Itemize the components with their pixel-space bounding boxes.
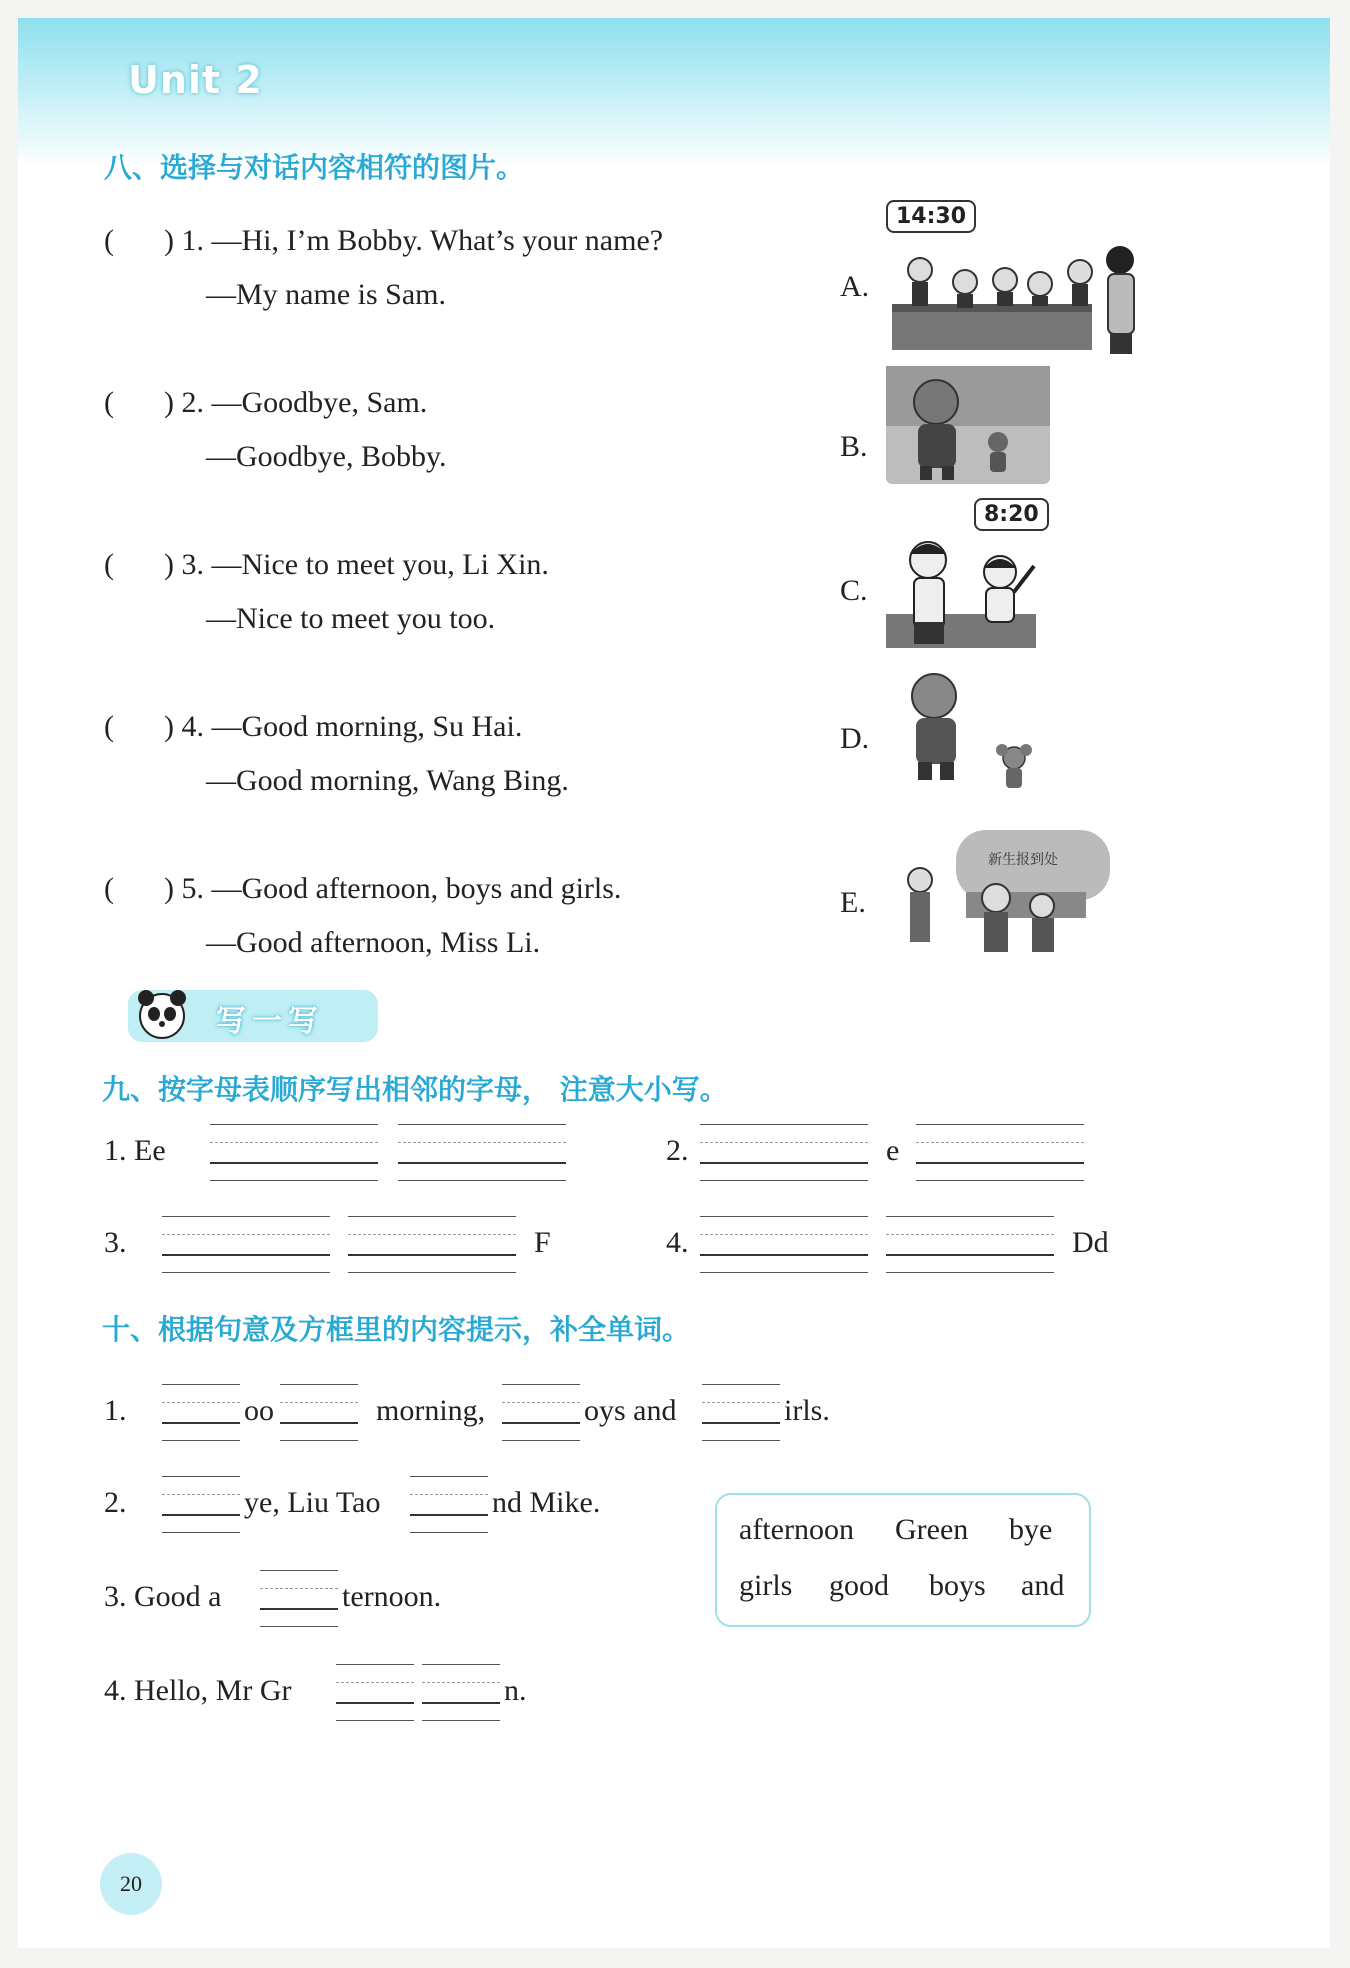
- s9-item4-blank2[interactable]: [886, 1216, 1054, 1274]
- word-girls: girls: [739, 1569, 793, 1602]
- s10-q4-part1: n.: [504, 1674, 527, 1707]
- s9-item1-blank2[interactable]: [398, 1124, 566, 1182]
- q4-line2: —Good morning, Wang Bing.: [206, 764, 569, 797]
- s10-q1-part3: oys and: [584, 1394, 677, 1427]
- s9-item2-blank1[interactable]: [700, 1124, 868, 1182]
- option-c-label: C.: [840, 574, 868, 607]
- s9-item4-label: 4.: [666, 1226, 689, 1259]
- s10-q1-part2: morning,: [376, 1394, 486, 1427]
- s10-q1-blank3[interactable]: [502, 1384, 580, 1442]
- s10-q4-num: 4. Hello, Mr Gr: [104, 1674, 292, 1707]
- s10-q1-blank2[interactable]: [280, 1384, 358, 1442]
- classroom-picture-a: [890, 240, 1150, 360]
- s10-q4-blank1[interactable]: [336, 1664, 414, 1722]
- word-afternoon: afternoon: [739, 1513, 854, 1546]
- s9-item2-letter: e: [886, 1134, 900, 1167]
- s10-q1-blank1[interactable]: [162, 1384, 240, 1442]
- s9-item1-label: 1. Ee: [104, 1134, 166, 1167]
- s9-item3-label: 3.: [104, 1226, 127, 1259]
- s10-q2-part2: nd Mike.: [492, 1486, 601, 1519]
- word-green: Green: [895, 1513, 969, 1546]
- s9-item1-blank1[interactable]: [210, 1124, 378, 1182]
- option-d-label: D.: [840, 722, 870, 755]
- option-b-label: B.: [840, 430, 868, 463]
- q2-line2: —Goodbye, Bobby.: [206, 440, 447, 473]
- s9-item3-letter: F: [534, 1226, 551, 1259]
- q5-line1: ) 5. —Good afternoon, boys and girls.: [164, 872, 622, 905]
- s9-item3-blank1[interactable]: [162, 1216, 330, 1274]
- q3-line2: —Nice to meet you too.: [206, 602, 496, 635]
- word-boys: boys: [929, 1569, 986, 1602]
- registration-desk-picture-e: [896, 826, 1116, 960]
- q2-line1: ) 2. —Goodbye, Sam.: [164, 386, 428, 419]
- answer-paren-3[interactable]: (: [104, 548, 114, 581]
- section10-title: 十、根据句意及方框里的内容提示，补全单词。: [102, 1313, 691, 1346]
- s9-item2-blank2[interactable]: [916, 1124, 1084, 1182]
- s10-q3-blank1[interactable]: [260, 1570, 338, 1628]
- q5-line2: —Good afternoon, Miss Li.: [206, 926, 541, 959]
- registration-sign-text: 新生报到处: [988, 852, 1058, 868]
- section8-title: 八、选择与对话内容相符的图片。: [104, 151, 525, 184]
- s10-q2-num: 2.: [104, 1486, 127, 1519]
- q4-line1: ) 4. —Good morning, Su Hai.: [164, 710, 523, 743]
- q1-line2: —My name is Sam.: [206, 278, 446, 311]
- word-and: and: [1021, 1569, 1065, 1602]
- q3-line1: ) 3. —Nice to meet you, Li Xin.: [164, 548, 549, 581]
- word-hint-box: [715, 1493, 1091, 1627]
- s10-q1-num: 1.: [104, 1394, 127, 1427]
- answer-paren-5[interactable]: (: [104, 872, 114, 905]
- clock-820: 8:20: [974, 498, 1049, 531]
- s9-item3-blank2[interactable]: [348, 1216, 516, 1274]
- s9-item4-blank1[interactable]: [700, 1216, 868, 1274]
- s10-q4-blank2[interactable]: [422, 1664, 500, 1722]
- s10-q2-part1: ye, Liu Tao: [244, 1486, 381, 1519]
- panda-icon: [132, 984, 192, 1044]
- option-a-label: A.: [840, 270, 870, 303]
- s10-q1-part4: irls.: [784, 1394, 830, 1427]
- s10-q3-part1: ternoon.: [342, 1580, 442, 1613]
- section9-title: 九、按字母表顺序写出相邻的字母， 注意大小写。: [102, 1073, 728, 1106]
- s10-q1-part1: oo: [244, 1394, 274, 1427]
- answer-paren-1[interactable]: (: [104, 224, 114, 257]
- page-number: 20: [100, 1853, 162, 1915]
- write-section-badge: [128, 990, 378, 1042]
- cat-and-mouse-picture-b: [886, 366, 1050, 484]
- word-good: good: [829, 1569, 889, 1602]
- answer-paren-2[interactable]: (: [104, 386, 114, 419]
- s9-item2-label: 2.: [666, 1134, 689, 1167]
- students-greeting-picture-c: [886, 530, 1046, 654]
- answer-paren-4[interactable]: (: [104, 710, 114, 743]
- cat-and-mouse-picture-d: [898, 668, 1058, 798]
- s10-q2-blank2[interactable]: [410, 1476, 488, 1534]
- unit-title: Unit 2: [128, 58, 263, 102]
- s9-item4-letter: Dd: [1072, 1226, 1109, 1259]
- s10-q3-num: 3. Good a: [104, 1580, 222, 1613]
- write-section-label: 写一写: [216, 1004, 324, 1039]
- worksheet-page: [18, 18, 1330, 1948]
- option-e-label: E.: [840, 886, 866, 919]
- word-bye: bye: [1009, 1513, 1053, 1546]
- s10-q2-blank1[interactable]: [162, 1476, 240, 1534]
- s10-q1-blank4[interactable]: [702, 1384, 780, 1442]
- clock-1430: 14:30: [886, 200, 976, 233]
- q1-line1: ) 1. —Hi, I’m Bobby. What’s your name?: [164, 224, 664, 257]
